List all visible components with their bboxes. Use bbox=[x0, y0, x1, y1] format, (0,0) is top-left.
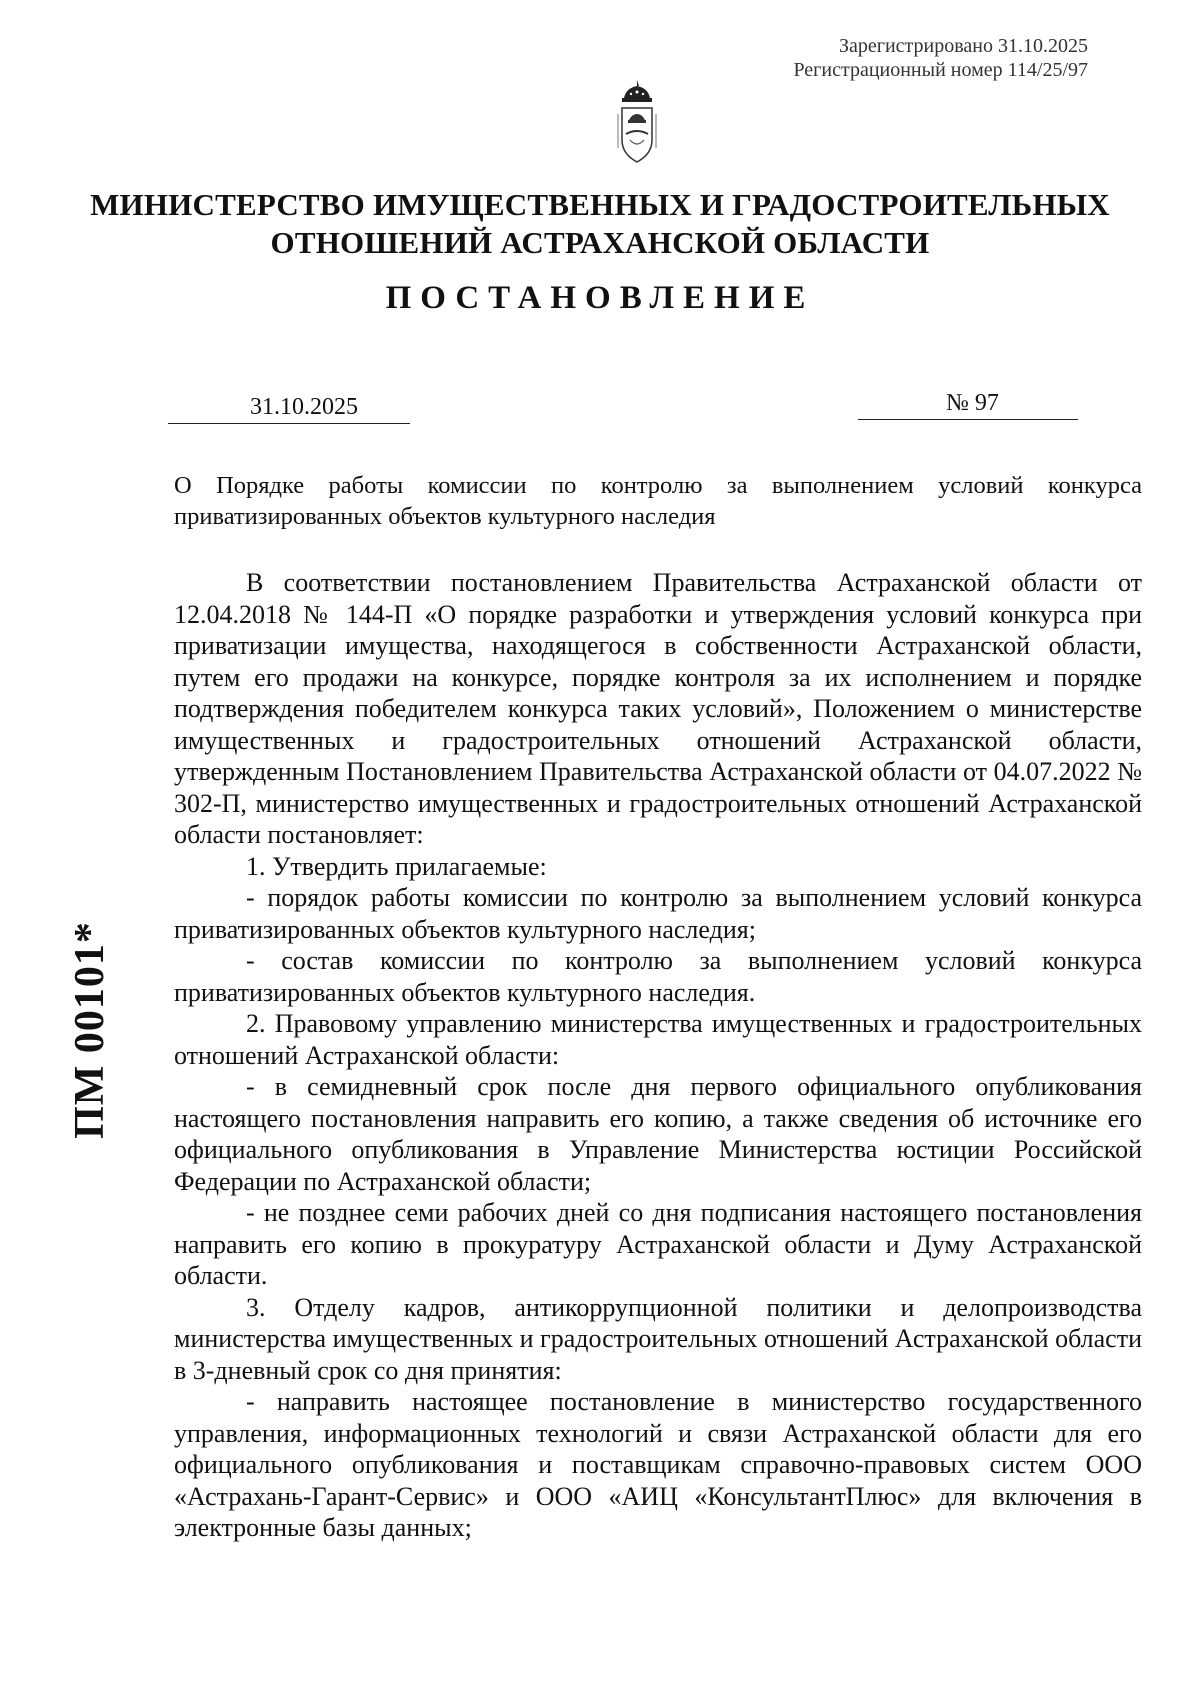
item-3-subitem-publication: - направить настоящее постановление в министерство государственного управления, информационных технологий и связи Астраханской области для его официального опубликования и поставщикам справочно-правовых систем ООО «Астрахань-Гарант-Сервис» и ООО «АИЦ «КонсультантПлюс» для включения в электронные базы данных; bbox=[174, 1387, 1142, 1542]
registration-date: Зарегистрировано 31.10.2025 bbox=[838, 35, 1088, 57]
document-subject bbox=[174, 470, 1142, 532]
document-type-heading: ПОСТАНОВЛЕНИЕ bbox=[385, 280, 815, 316]
registration-stamp bbox=[793, 34, 1088, 82]
ministry-title-line1: МИНИСТЕРСТВО ИМУЩЕСТВЕННЫХ И ГРАДОСТРОИТЕЛЬНЫХ bbox=[90, 187, 1110, 222]
subject-line1: О Порядке работы комиссии по контролю за выполнением условий конкурса bbox=[174, 472, 1142, 499]
document-number: № 97 bbox=[858, 390, 1078, 420]
document-date: 31.10.2025 bbox=[168, 394, 410, 424]
item-1-paragraph: 1. Утвердить прилагаемые: bbox=[246, 851, 547, 881]
preamble-paragraph: В соответствии постановлением Правительства Астраханской области от 12.04.2018 № 144-П «О порядке разработки и утверждения условий конкурса при приватизации имущества, находящегося в собственности Астраханской области, путем его продажи на конкурсе, порядке контроля за их исполнением и порядке подтверждения победителем конкурса таких условий», Положением о министерстве имущественных и градостроительных отношений Астраханской области, утвержденным Постановлением Правительства Астраханской области от 04.07.2022 № 302-П, министерство имущественных и градостроительных отношений Астраханской области постановляет: bbox=[174, 568, 1142, 849]
subject-line2: приватизированных объектов культурного наследия bbox=[174, 503, 716, 530]
document-body bbox=[174, 567, 1142, 1544]
registration-number: Регистрационный номер 114/25/97 bbox=[793, 59, 1088, 81]
side-stamp-text: ПМ 00101* bbox=[67, 921, 113, 1139]
ministry-title bbox=[0, 186, 1200, 262]
item-2-paragraph: 2. Правовому управлению министерства имущественных и градостроительных отношений Астраханской области: bbox=[174, 1009, 1142, 1070]
side-stamp bbox=[58, 920, 122, 1140]
item-2-subitem-justice-ministry: - в семидневный срок после дня первого официального опубликования настоящего постановления направить его копию, а также сведения об источнике его официального опубликования в Управление Министерства юстиции Российской Федерации по Астраханской области; bbox=[174, 1072, 1142, 1196]
ministry-title-line2: ОТНОШЕНИЙ АСТРАХАНСКОЙ ОБЛАСТИ bbox=[270, 225, 930, 260]
item-1-subitem-composition: - состав комиссии по контролю за выполнением условий конкурса приватизированных объектов культурного наследия. bbox=[174, 946, 1142, 1007]
item-1-subitem-procedure: - порядок работы комиссии по контролю за выполнением условий конкурса приватизированных объектов культурного наследия; bbox=[174, 883, 1142, 944]
coat-of-arms-icon bbox=[612, 78, 662, 168]
item-2-subitem-prosecutor: - не позднее семи рабочих дней со дня подписания настоящего постановления направить его копию в прокуратуру Астраханской области и Думу Астраханской области. bbox=[174, 1198, 1142, 1290]
item-3-paragraph: 3. Отделу кадров, антикоррупционной политики и делопроизводства министерства имущественных и градостроительных отношений Астраханской области в 3-дневный срок со дня принятия: bbox=[174, 1292, 1142, 1385]
